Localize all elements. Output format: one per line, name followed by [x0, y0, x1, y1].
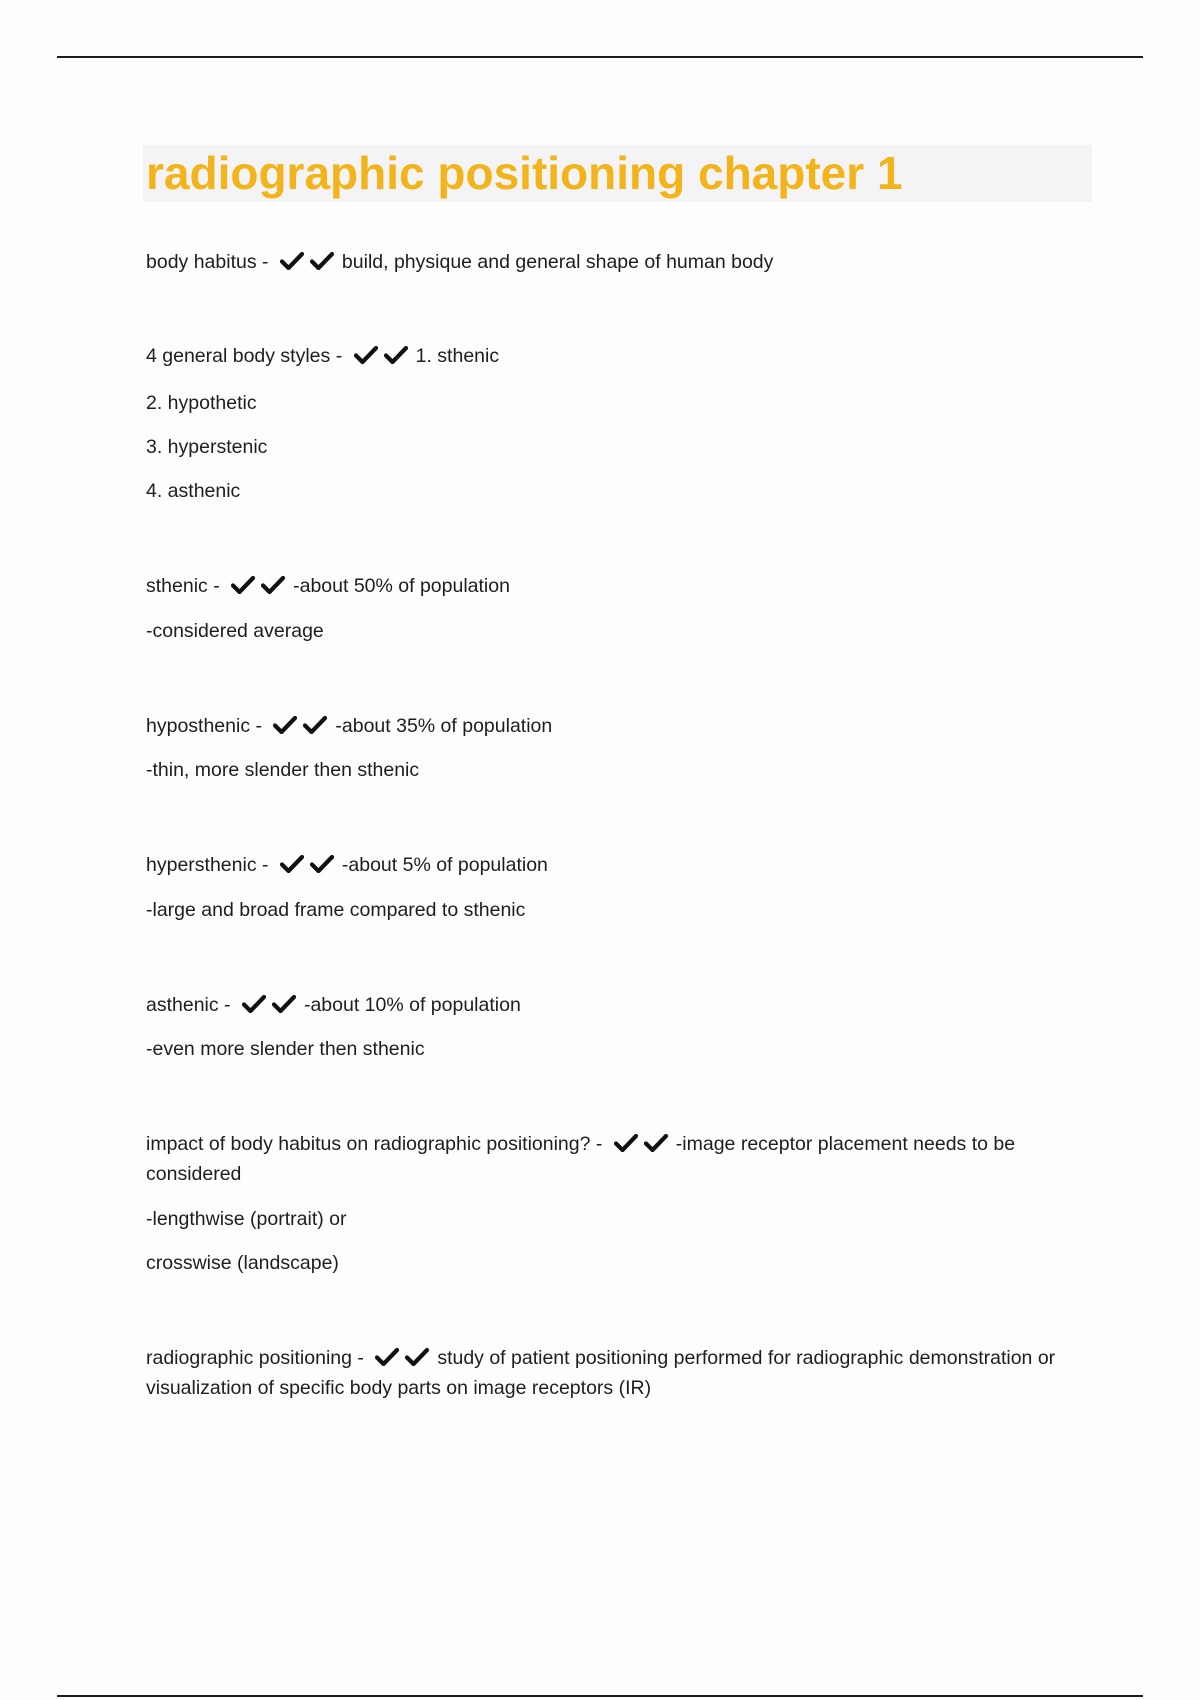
entry-term: impact of body habitus on radiographic positioning? - — [146, 1133, 603, 1155]
answer-checks — [242, 993, 302, 1021]
check-mark-icon — [272, 995, 296, 1013]
entry-extra-line: 4. asthenic — [146, 480, 241, 502]
check-mark-icon — [375, 1348, 399, 1366]
entry-hypersthenic — [146, 851, 548, 881]
check-mark-icon — [303, 716, 327, 734]
bottom-rule — [57, 1695, 1143, 1697]
entry-definition: study of patient positioning performed for radiographic demonstration or visualization of specific body parts on image receptors (IR) — [146, 1347, 1056, 1399]
answer-checks — [280, 853, 340, 881]
entry-extra-line: -even more slender then sthenic — [146, 1038, 425, 1060]
entry-general-body-styles — [146, 342, 499, 372]
entry-extra-line: 3. hyperstenic — [146, 436, 268, 458]
entry-extra-line: -large and broad frame compared to sthenic — [146, 899, 526, 921]
entry-hyposthenic — [146, 712, 552, 742]
answer-checks — [614, 1132, 674, 1160]
check-mark-icon — [310, 252, 334, 270]
entry-term: sthenic - — [146, 575, 220, 597]
entry-extra-line: crosswise (landscape) — [146, 1252, 339, 1274]
check-mark-icon — [384, 346, 408, 364]
answer-checks — [354, 344, 414, 372]
check-mark-icon — [354, 346, 378, 364]
entry-term: hyposthenic - — [146, 715, 262, 737]
answer-checks — [375, 1346, 435, 1374]
entry-extra-line: 2. hypothetic — [146, 392, 257, 414]
entry-definition: -about 35% of population — [335, 715, 553, 737]
entry-radiographic-positioning — [146, 1344, 1086, 1402]
check-mark-icon — [242, 995, 266, 1013]
entry-extra-line: -thin, more slender then sthenic — [146, 759, 420, 781]
check-mark-icon — [405, 1348, 429, 1366]
entry-term: radiographic positioning - — [146, 1347, 364, 1369]
entry-term: hypersthenic - — [146, 854, 269, 876]
check-mark-icon — [231, 576, 255, 594]
answer-checks — [280, 250, 340, 278]
answer-checks — [231, 574, 291, 602]
entry-definition: -about 50% of population — [293, 575, 510, 597]
check-mark-icon — [280, 855, 304, 873]
entry-extra-line: -lengthwise (portrait) or — [146, 1208, 347, 1230]
check-mark-icon — [644, 1134, 668, 1152]
entry-sthenic — [146, 572, 510, 602]
check-mark-icon — [310, 855, 334, 873]
answer-checks — [273, 714, 333, 742]
check-mark-icon — [261, 576, 285, 594]
entry-definition: -about 5% of population — [341, 854, 548, 876]
entry-impact-of-body-habitus — [146, 1130, 1086, 1188]
entry-term: asthenic - — [146, 994, 231, 1016]
entry-term: 4 general body styles - — [146, 345, 343, 367]
entry-term: body habitus - — [146, 251, 269, 273]
entry-definition: -image receptor placement needs to be considered — [146, 1133, 1016, 1185]
entry-extra-line: -considered average — [146, 620, 324, 642]
entry-body-habitus — [146, 248, 773, 278]
top-rule — [57, 56, 1143, 58]
check-mark-icon — [273, 716, 297, 734]
entry-definition: build, physique and general shape of human body — [341, 251, 774, 273]
entry-definition: 1. sthenic — [415, 345, 500, 367]
entry-definition: -about 10% of population — [303, 994, 521, 1016]
page-title: radiographic positioning chapter 1 — [146, 147, 903, 199]
entry-asthenic — [146, 991, 521, 1021]
check-mark-icon — [614, 1134, 638, 1152]
check-mark-icon — [280, 252, 304, 270]
